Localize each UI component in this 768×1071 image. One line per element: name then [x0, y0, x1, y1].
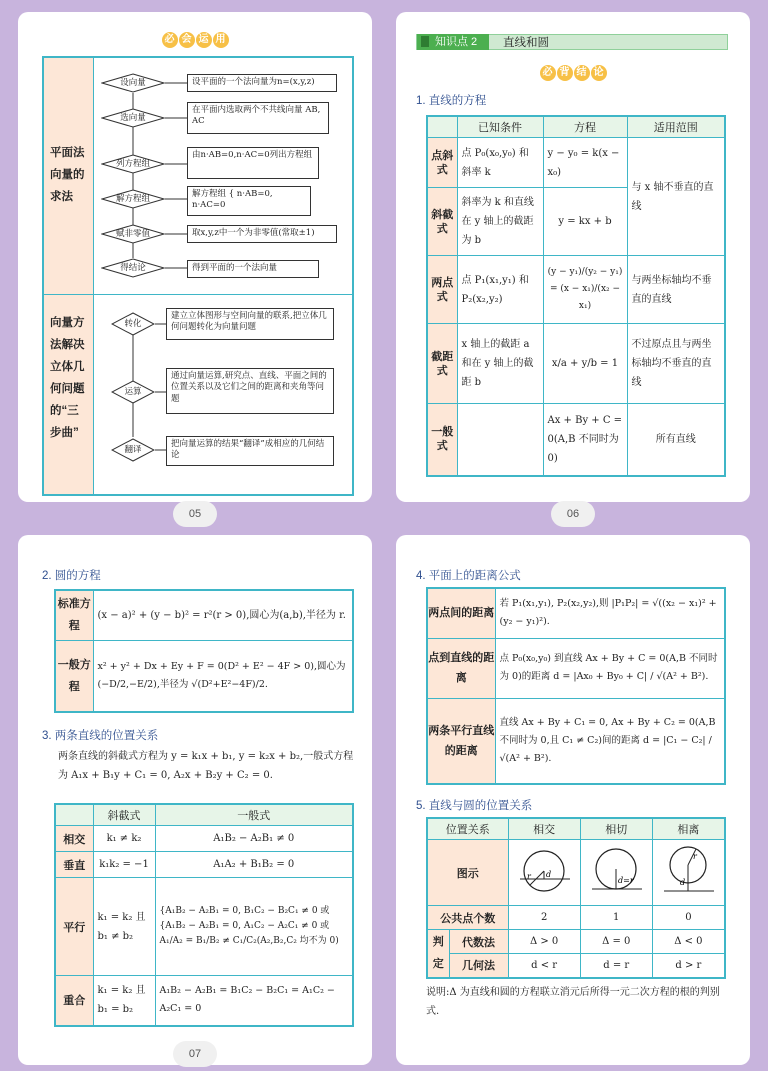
- flow-step-compute: 运算: [111, 380, 155, 404]
- flow-box-choose-vector: 在平面内选取两个不共线向量 AB, AC: [187, 102, 329, 134]
- section-label-three-steps: 向量方法解决立体几何问题的“三步曲”: [50, 317, 85, 439]
- page-06: [396, 12, 750, 520]
- distance-table: 两点间的距离 若 P₁(x₁,y₁), P₂(x₂,y₂),则 |P₁P₂| = √((x₂ − x₁)² + (y₂ − y₁)²). 点到直线的距离 点 P₀(x₀,y₀) 到直线 Ax + By + C = 0(A,B 不同时为 0)的距离 d = |Ax₀ + By₀ + C| / √(A² + B²). 两条平行直线的距离 直线 Ax + By + C₁ = 0, Ax + By + C₂ = 0(A,B 不同时为 0,且 C₁ ≠ C₂)间的距离 d = |C₁ − C₂| / √(A² + B²).: [426, 587, 726, 785]
- page-07: [18, 535, 372, 1065]
- diagram-separate: [652, 840, 725, 906]
- page-number: 07: [173, 1041, 217, 1067]
- section-title-line-circle: 5. 直线与圆的位置关系: [416, 800, 533, 812]
- section-title-circle-equations: 2. 圆的方程: [42, 570, 101, 582]
- line-circle-note: 说明:Δ 为直线和圆的方程联立消元后所得一元二次方程的根的判别式.: [426, 987, 720, 1017]
- svg-text:d=r: d=r: [618, 876, 634, 885]
- flow-step-solve-equations: 解方程组: [101, 189, 165, 209]
- line-relation-table: 斜截式 一般式 相交 k₁ ≠ k₂ A₁B₂ − A₂B₁ ≠ 0 垂直 k₁k₂ = −1 A₁A₂ + B₁B₂ = 0 平行 k₁ = k₂ 且 b₁ ≠ b₂ {A₁B₂ − A₂B₁ = 0, B₁C₂ − B₂C₁ ≠ 0 或 {A₁B₂ − A₂B₁ = 0, A₁C₂ − A₂C₁ ≠ 0 或 A₁/A₂ = B₁/B₂ ≠ C₁/C₂(A₂,B₂,C₂ 均不为 0) 重合 k₁ = k₂ 且 b₁ = b₂ A₁B₂ − A₂B₁ = B₁C₂ − B₂C₁ = A₁C₂ − A₂C₁ = 0: [54, 803, 354, 1027]
- flow-box-compute: 通过向量运算,研究点、直线、平面之间的位置关系以及它们之间的距离和夹角等问题: [166, 368, 334, 414]
- flow-box-conclusion: 得到平面的一个法向量: [187, 260, 319, 278]
- page-number: 05: [173, 501, 217, 527]
- flow-step-choose-vector: 选向量: [101, 108, 165, 128]
- section-title-distance: 4. 平面上的距离公式: [416, 570, 521, 582]
- flow-box-transform: 建立立体图形与空间向量的联系,把立体几何问题转化为向量问题: [166, 308, 334, 340]
- flow-box-list-equations: 由n·AB=0,n·AC=0列出方程组: [187, 147, 319, 179]
- knowledge-point-title: 直线和圆: [503, 37, 549, 49]
- bihui-badge: 必 会 运 用: [18, 32, 372, 48]
- svg-text:r: r: [693, 852, 698, 861]
- section-title-line-equations: 1. 直线的方程: [416, 95, 487, 107]
- bibei-badge: 必 背 结 论: [396, 65, 750, 81]
- svg-text:d: d: [680, 878, 686, 887]
- diagram-tangent: [580, 840, 652, 906]
- flow-step-set-vector: 设向量: [101, 73, 165, 93]
- flow-step-conclusion: 得结论: [101, 258, 165, 278]
- section-label-normal-vector: 平面法向量的求法: [50, 147, 85, 203]
- line-relations-intro: 两条直线的斜截式方程为 y = k₁x + b₁, y = k₂x + b₂,一般式方程为 A₁x + B₁y + C₁ = 0, A₂x + B₂y + C₂ = 0.: [58, 751, 354, 781]
- page-number: 06: [551, 501, 595, 527]
- line-circle-table: 位置关系 相交 相切 相离 图示 r d d=r d r 公共点个数 2 1 0 判定 代数法 Δ > 0 Δ = 0 Δ < 0 几何法 d < r d = r d > r: [426, 817, 726, 979]
- flow-box-translate: 把向量运算的结果“翻译”成相应的几何结论: [166, 436, 334, 466]
- flow-step-transform: 转化: [111, 312, 155, 336]
- knowledge-point-bar: [416, 34, 728, 50]
- flow-box-set-vector: 设平面的一个法向量为n=(x,y,z): [187, 74, 337, 92]
- line-equation-table: 已知条件 方程 适用范围 点斜式 点 P₀(x₀,y₀) 和斜率 k y − y₀ = k(x − x₀) 与 x 轴不垂直的直线 斜截式 斜率为 k 和直线在 y 轴上的截距为 b y = kx + b 两点式 点 P₁(x₁,y₁) 和 P₂(x₂,y₂) (y − y₁)/(y₂ − y₁) = (x − x₁)/(x₂ − x₁) 与两坐标轴均不垂直的直线 截距式 x 轴上的截距 a 和在 y 轴上的截距 b x/a + y/b = 1 不过原点且与两坐标轴均不垂直的直线 一般式 Ax + By + C = 0(A,B 不同时为 0) 所有直线: [426, 115, 726, 477]
- svg-text:r: r: [527, 872, 531, 881]
- flow-box-solve-equations: 解方程组 { n·AB=0, n·AC=0: [187, 186, 311, 216]
- flow-step-translate: 翻译: [111, 438, 155, 462]
- knowledge-point-tag: 知识点 2: [417, 34, 489, 50]
- diagram-intersect: [508, 840, 580, 906]
- flow-step-list-equations: 列方程组: [101, 154, 165, 174]
- svg-text:d: d: [546, 870, 552, 879]
- page-08: [396, 535, 750, 1065]
- flow-box-assign-value: 取x,y,z中一个为非零值(常取±1): [187, 225, 337, 243]
- section-title-line-relations: 3. 两条直线的位置关系: [42, 730, 159, 742]
- flow-step-assign-value: 赋非零值: [101, 224, 165, 244]
- page-05: [18, 12, 372, 520]
- circle-equation-table: 标准方程 (x − a)² + (y − b)² = r²(r > 0),圆心为(a,b),半径为 r. 一般方程 x² + y² + Dx + Ey + F = 0(D² + E² − 4F > 0),圆心为(−D/2,−E/2),半径为 √(D²+E²−4F)/2.: [54, 589, 354, 713]
